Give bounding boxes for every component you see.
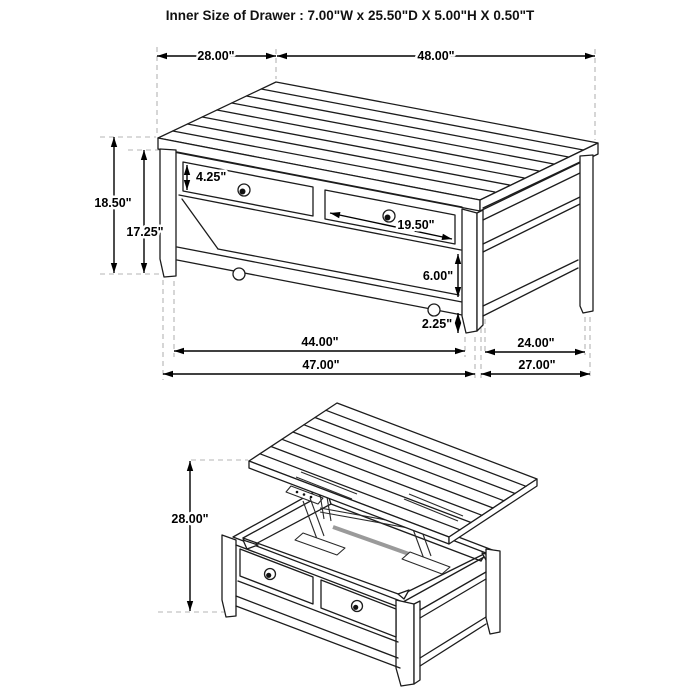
- drawer-knob-shade: [385, 215, 391, 221]
- dim-lift-height: [171, 461, 208, 611]
- dim-side-inner: [485, 336, 585, 352]
- front-right-leg-side: [477, 210, 483, 331]
- open-table-diagram: [158, 403, 537, 686]
- shelf-recess-corner: [182, 199, 218, 249]
- dim-front-inner: [174, 335, 465, 351]
- dim-label: 48.00": [417, 49, 455, 63]
- side-stretcher-bottom: [483, 268, 578, 316]
- dim-side-outer: [481, 358, 590, 374]
- front-right-leg: [462, 209, 477, 333]
- page-title: Inner Size of Drawer : 7.00"W x 25.50"D X 5.00"H X 0.50"T: [165, 8, 535, 23]
- dim-label: 17.25": [126, 225, 164, 239]
- drawer-knob-shade: [266, 573, 271, 578]
- dim-foot-clearance: [422, 313, 458, 333]
- dim-label: 28.00": [171, 512, 209, 526]
- dim-label: 19.50": [397, 218, 435, 232]
- dim-height-base: [126, 150, 163, 273]
- front-left-leg: [222, 535, 236, 617]
- dim-label: 28.00": [197, 49, 235, 63]
- back-right-leg: [486, 549, 500, 634]
- closed-table-drawing: [158, 82, 598, 333]
- dim-height-total: [94, 137, 131, 273]
- bolt-hole: [310, 496, 313, 499]
- drawer-knob-shade: [353, 605, 358, 610]
- dim-label: 27.00": [518, 358, 556, 372]
- dim-label: 24.00": [517, 336, 555, 350]
- dim-label: 4.25": [196, 170, 227, 184]
- caster-wheel: [233, 268, 245, 280]
- bolt-hole: [296, 491, 299, 494]
- front-right-leg-side: [414, 601, 420, 684]
- front-left-leg: [160, 149, 176, 277]
- caster-wheel: [428, 304, 440, 316]
- open-dimensions: [171, 461, 208, 611]
- side-stretcher-top: [483, 260, 578, 306]
- back-right-leg: [580, 155, 593, 313]
- side-shelf-bottom: [483, 204, 580, 252]
- open-table-drawing: [222, 403, 537, 686]
- front-apron-top: [177, 247, 462, 302]
- side-stretcher-top: [420, 617, 486, 658]
- drawer-knob-shade: [240, 189, 246, 195]
- dim-top-length: [277, 49, 595, 63]
- front-right-leg: [396, 600, 414, 686]
- dim-shelf-opening: [423, 254, 458, 297]
- side-stretcher-bottom: [420, 624, 486, 666]
- dim-label: 47.00": [302, 358, 340, 372]
- dim-front-outer: [163, 358, 475, 374]
- dim-label: 18.50": [94, 196, 132, 210]
- dim-top-depth: [157, 49, 276, 63]
- closed-table-diagram: [94, 47, 598, 380]
- dim-label: 44.00": [301, 335, 339, 349]
- dim-label: 2.25": [421, 317, 453, 331]
- bolt-hole: [303, 493, 306, 496]
- dim-label: 6.00": [422, 269, 454, 283]
- side-shelf-top: [483, 197, 580, 244]
